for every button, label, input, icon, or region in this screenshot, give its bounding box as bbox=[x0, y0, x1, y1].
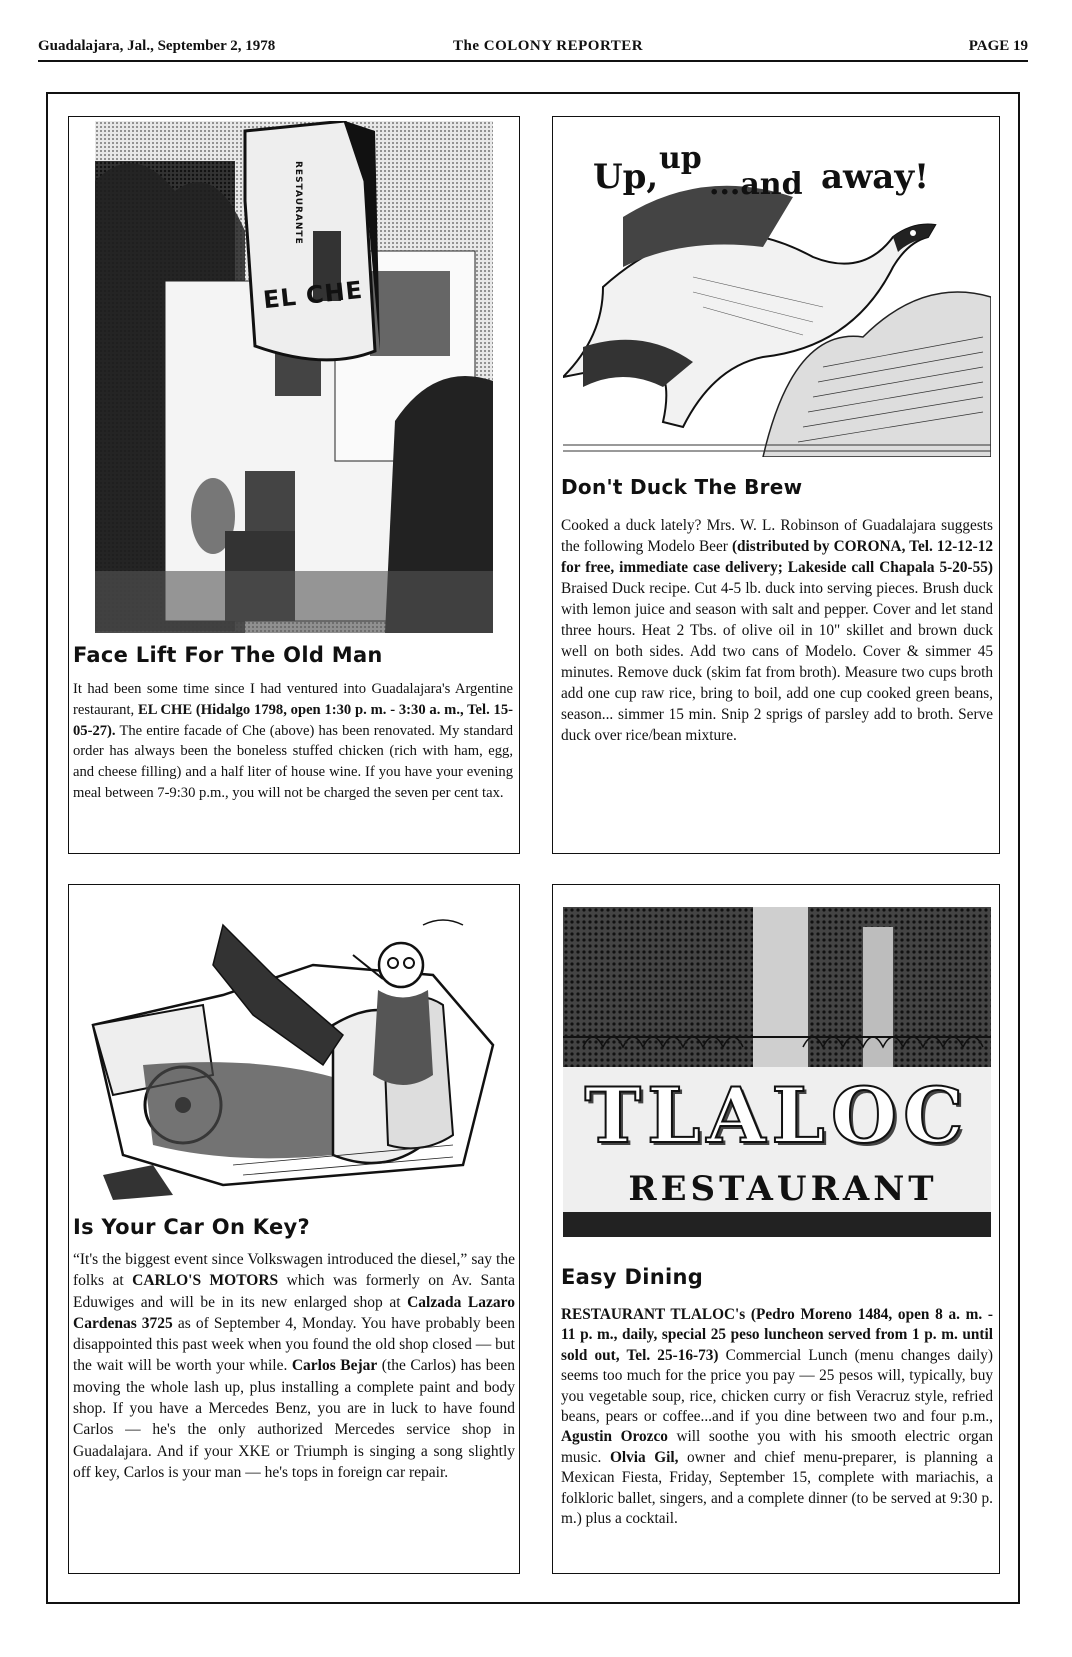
duck-article bbox=[552, 116, 1000, 854]
el-che-body: It had been some time since I had ventured into Guadalajara's Argentine restaurant, EL CHE (Hidalgo 1798, open 1:30 p. m. - 3:30 a. m., Tel. 15-05-27). The entire facade of Che (above) has been renovated. My standard order has always been the boneless stuffed chicken (rich with ham, egg, and cheese filling) and a half liter of house wine. If you have your evening meal between 7-9:30 p.m., you will not be charged the seven per cent tax. bbox=[73, 681, 513, 801]
tlaloc-sign-big: TLALOC bbox=[584, 1071, 970, 1160]
man-in-car-cartoon bbox=[83, 905, 507, 1205]
el-che-article bbox=[68, 116, 520, 854]
page-number: PAGE 19 bbox=[968, 38, 1028, 54]
el-che-photo bbox=[95, 121, 493, 633]
tlaloc-headline: Easy Dining bbox=[561, 1265, 704, 1289]
tlaloc-photo bbox=[563, 907, 991, 1237]
tlaloc-sign-small: RESTAURANT bbox=[628, 1169, 938, 1209]
masthead bbox=[38, 36, 1028, 62]
car-article bbox=[68, 884, 520, 1574]
car-illustration bbox=[83, 905, 507, 1205]
duck-illustration bbox=[563, 127, 991, 457]
flourish-up: Up, bbox=[593, 157, 659, 197]
paper-name: The COLONY REPORTER bbox=[453, 38, 644, 54]
tlaloc-body: RESTAURANT TLALOC's (Pedro Moreno 1484, open 8 a. m. - 11 p. m., daily, special 25 peso luncheon served from 1 p. m. until sold out, Tel. 25-16-73) Commercial Lunch (menu changes daily) seems too much for the price you pay — 25 pesos will, typically, buy you vegetable soup, rice, chicken curry or fish Veracruz style, refried beans, pears or coffee...and if you dine between two and four p.m., Agustin Orozco will soothe you with his smooth electric organ music. Olvia Gil, owner and chief menu-preparer, is planning a Mexican Fiesta, Friday, September 15, complete with mariachis, a folkloric ballet, singers, and a complete dinner (to be served at 9:30 p. m.) plus a cocktail. bbox=[561, 1306, 994, 1528]
duck-headline: Don't Duck The Brew bbox=[561, 475, 803, 499]
sign-vertical-text: RESTAURANTE bbox=[293, 161, 303, 245]
flourish-up-raised: up bbox=[659, 141, 702, 176]
tlaloc-article bbox=[552, 884, 1000, 1574]
car-headline: Is Your Car On Key? bbox=[73, 1215, 311, 1239]
car-body: “It's the biggest event since Volkswagen introduced the diesel,” say the folks at CARLO'S MOTORS which was formerly on Av. Santa Eduwiges and will be in its new enlarged shop at Calzada Lazaro Cardenas 3725 as of September 4, Monday. You have probably been disappointed this past week when you found the old shop closed — but the wait will be worth your while. Carlos Bejar (the Carlos) has been moving the whole lash up, plus installing a complete paint and body shop. If you have a Mercedes Benz, you are in luck to have found Carlos — he's the only authorized Mercedes service shop in Guadalajara. And if your XKE or Triumph is singing a song slightly off key, Carlos is your man — he's tops in foreign car repair. bbox=[73, 1251, 516, 1481]
issue-date: Guadalajara, Jal., September 2, 1978 bbox=[38, 38, 276, 54]
flourish-and: ...and bbox=[709, 167, 803, 202]
duck-body: Cooked a duck lately? Mrs. W. L. Robinson of Guadalajara suggests the following Modelo Beer (distributed by CORONA, Tel. 12-12-12 for free, immediate case delivery; Lakeside call Chapala 5-20-55) Braised Duck recipe. Cut 4-5 lb. duck into serving pieces. Brush duck with lemon juice and season with salt and pepper. Cover and let stand three hours. Heat 2 Tbs. of olive oil in 10" skillet and brown duck well on both sides. Add two cans of Modelo. Cover & simmer 45 minutes. Remove duck (skim fat from broth). Measure two cups broth add one cup raw rice, bring to boil, add one cup cooked green beans, season... simmer 15 min. Snip 2 sprigs of parsley add to broth. Serve duck over rice/bean mixture. bbox=[561, 517, 993, 744]
sign-text: EL CHE bbox=[261, 275, 365, 315]
el-che-headline: Face Lift For The Old Man bbox=[73, 643, 383, 667]
flourish-away: away! bbox=[821, 157, 930, 197]
